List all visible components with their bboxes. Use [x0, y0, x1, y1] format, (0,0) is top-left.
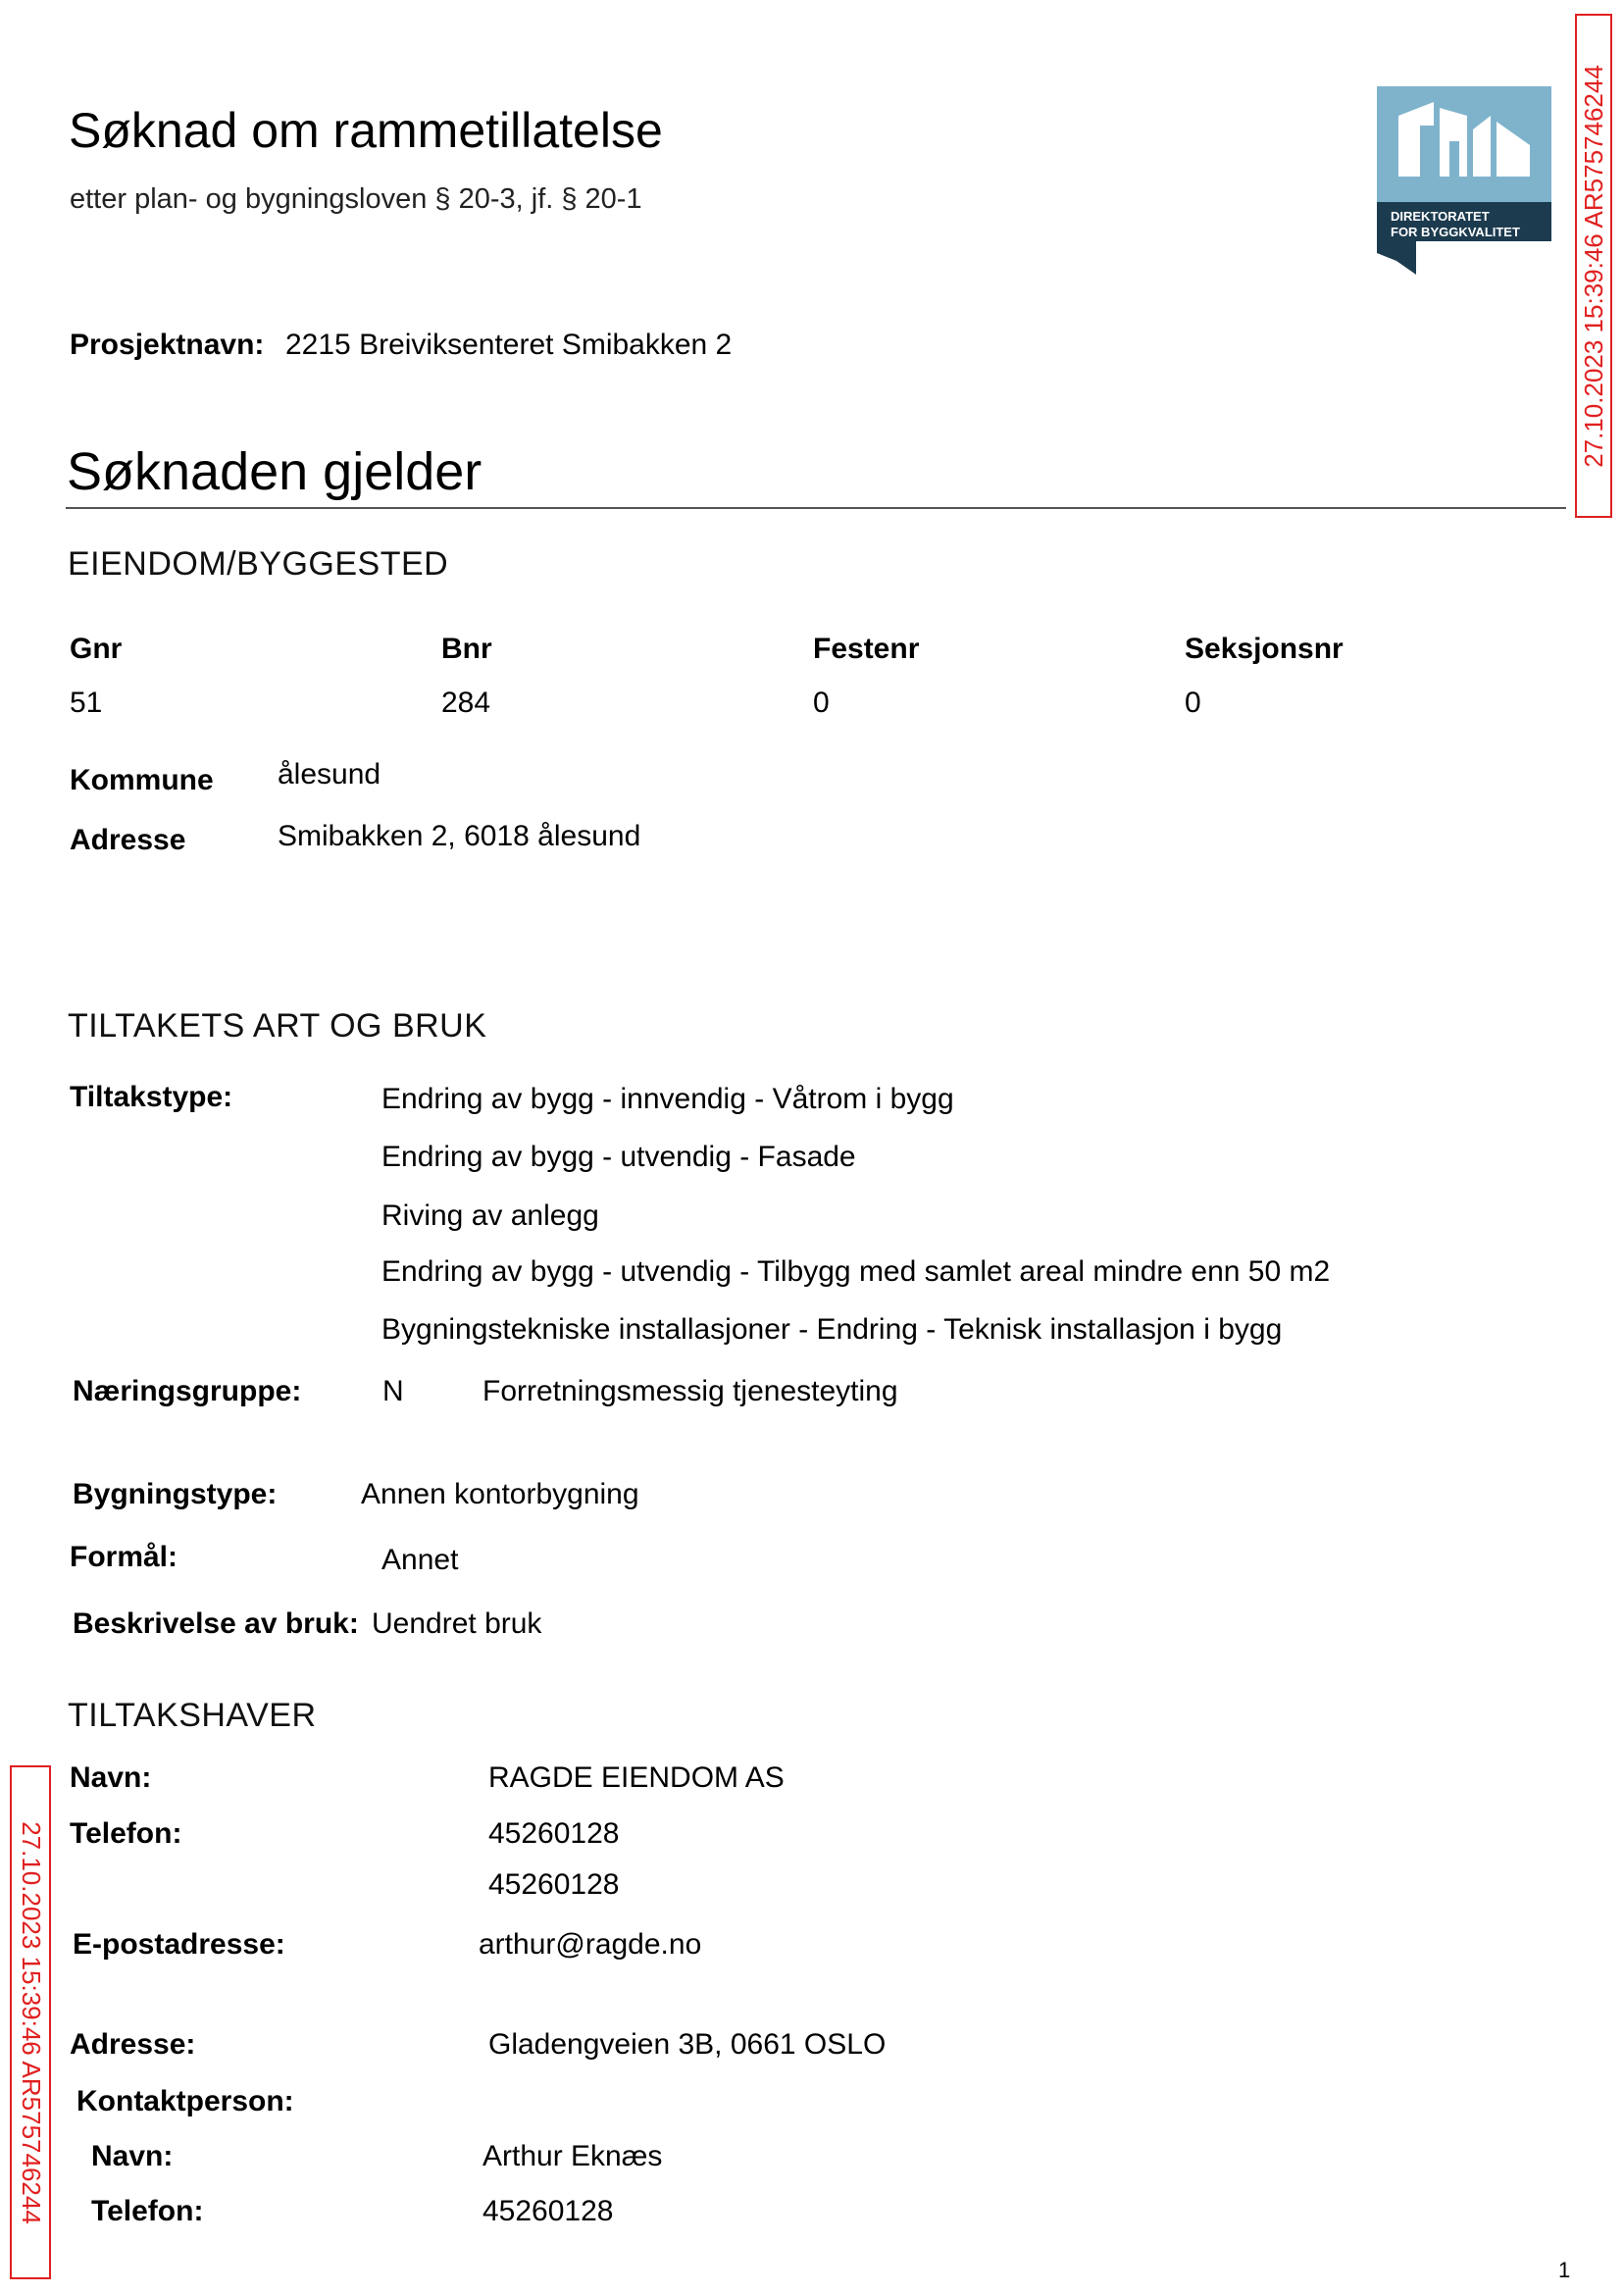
stamp-text: 27.10.2023 15:39:46 AR575746244 — [16, 1820, 46, 2224]
tiltakshaver-adresse-label: Adresse: — [70, 2028, 196, 2061]
naeringsgruppe-value: Forretningsmessig tjenesteyting — [482, 1375, 898, 1407]
adresse-value: Smibakken 2, 6018 ålesund — [278, 820, 641, 852]
timestamp-stamp-right — [1575, 14, 1612, 518]
tiltakstype-item: Endring av bygg - utvendig - Tilbygg med samlet areal mindre enn 50 m2 — [381, 1255, 1331, 1288]
tiltakstype-item: Endring av bygg - innvendig - Våtrom i bygg — [381, 1083, 954, 1115]
kontakt-navn-label: Navn: — [91, 2140, 174, 2172]
bnr-label: Bnr — [441, 633, 492, 665]
tiltakshaver-adresse-value: Gladengveien 3B, 0661 OSLO — [488, 2028, 887, 2061]
eiendom-heading: EIENDOM/BYGGESTED — [68, 545, 449, 583]
timestamp-stamp-left — [10, 1765, 51, 2279]
bnr-value: 284 — [441, 687, 491, 719]
tiltakstype-item: Endring av bygg - utvendig - Fasade — [381, 1141, 856, 1173]
logo-text-line1: DIREKTORATET — [1391, 209, 1490, 224]
naeringsgruppe-code: N — [382, 1375, 404, 1407]
beskrivelse-value: Uendret bruk — [372, 1607, 542, 1640]
tiltakstype-item: Bygningstekniske installasjoner - Endring - Teknisk installasjon i bygg — [381, 1313, 1283, 1346]
bygningstype-value: Annen kontorbygning — [361, 1478, 639, 1510]
seksjonsnr-label: Seksjonsnr — [1185, 633, 1344, 665]
tiltakshaver-navn-value: RAGDE EIENDOM AS — [488, 1761, 785, 1794]
formaal-value: Annet — [381, 1544, 459, 1576]
seksjonsnr-value: 0 — [1185, 687, 1201, 719]
epost-value: arthur@ragde.no — [479, 1928, 702, 1961]
kontakt-telefon-value: 45260128 — [482, 2195, 614, 2227]
tiltakshaver-telefon-label: Telefon: — [70, 1817, 182, 1850]
kontaktperson-label: Kontaktperson: — [76, 2085, 294, 2117]
section-title: Søknaden gjelder — [67, 442, 482, 501]
tiltak-heading: TILTAKETS ART OG BRUK — [68, 1007, 487, 1045]
stamp-text: 27.10.2023 15:39:46 AR575746244 — [1578, 64, 1608, 468]
dibk-logo-graphic — [1377, 86, 1551, 275]
kommune-label: Kommune — [70, 764, 214, 796]
tiltakshaver-heading: TILTAKSHAVER — [68, 1697, 317, 1734]
project-name-label: Prosjektnavn: — [70, 329, 265, 361]
tiltakstype-label: Tiltakstype: — [70, 1081, 233, 1113]
dibk-logo — [1377, 86, 1551, 275]
kommune-value: ålesund — [278, 758, 381, 790]
section-divider — [66, 507, 1566, 509]
page-number: 1 — [1558, 2258, 1571, 2282]
project-name-value: 2215 Breiviksenteret Smibakken 2 — [285, 329, 733, 361]
logo-text-line2: FOR BYGGKVALITET — [1391, 225, 1520, 239]
tiltakstype-item: Riving av anlegg — [381, 1199, 599, 1232]
page-subtitle: etter plan- og bygningsloven § 20-3, jf. § 20-1 — [70, 183, 642, 215]
naeringsgruppe-label: Næringsgruppe: — [73, 1375, 302, 1407]
beskrivelse-label: Beskrivelse av bruk: — [73, 1607, 359, 1640]
gnr-label: Gnr — [70, 633, 123, 665]
bygningstype-label: Bygningstype: — [73, 1478, 278, 1510]
tiltakshaver-telefon-value: 45260128 — [488, 1817, 620, 1850]
tiltakshaver-telefon-value: 45260128 — [488, 1868, 620, 1901]
epost-label: E-postadresse: — [73, 1928, 285, 1961]
festenr-value: 0 — [813, 687, 830, 719]
festenr-label: Festenr — [813, 633, 920, 665]
tiltakshaver-navn-label: Navn: — [70, 1761, 152, 1794]
page-title: Søknad om rammetillatelse — [69, 103, 663, 158]
adresse-label: Adresse — [70, 824, 186, 856]
gnr-value: 51 — [70, 687, 103, 719]
kontakt-telefon-label: Telefon: — [91, 2195, 204, 2227]
formaal-label: Formål: — [70, 1541, 178, 1573]
kontakt-navn-value: Arthur Eknæs — [482, 2140, 663, 2172]
